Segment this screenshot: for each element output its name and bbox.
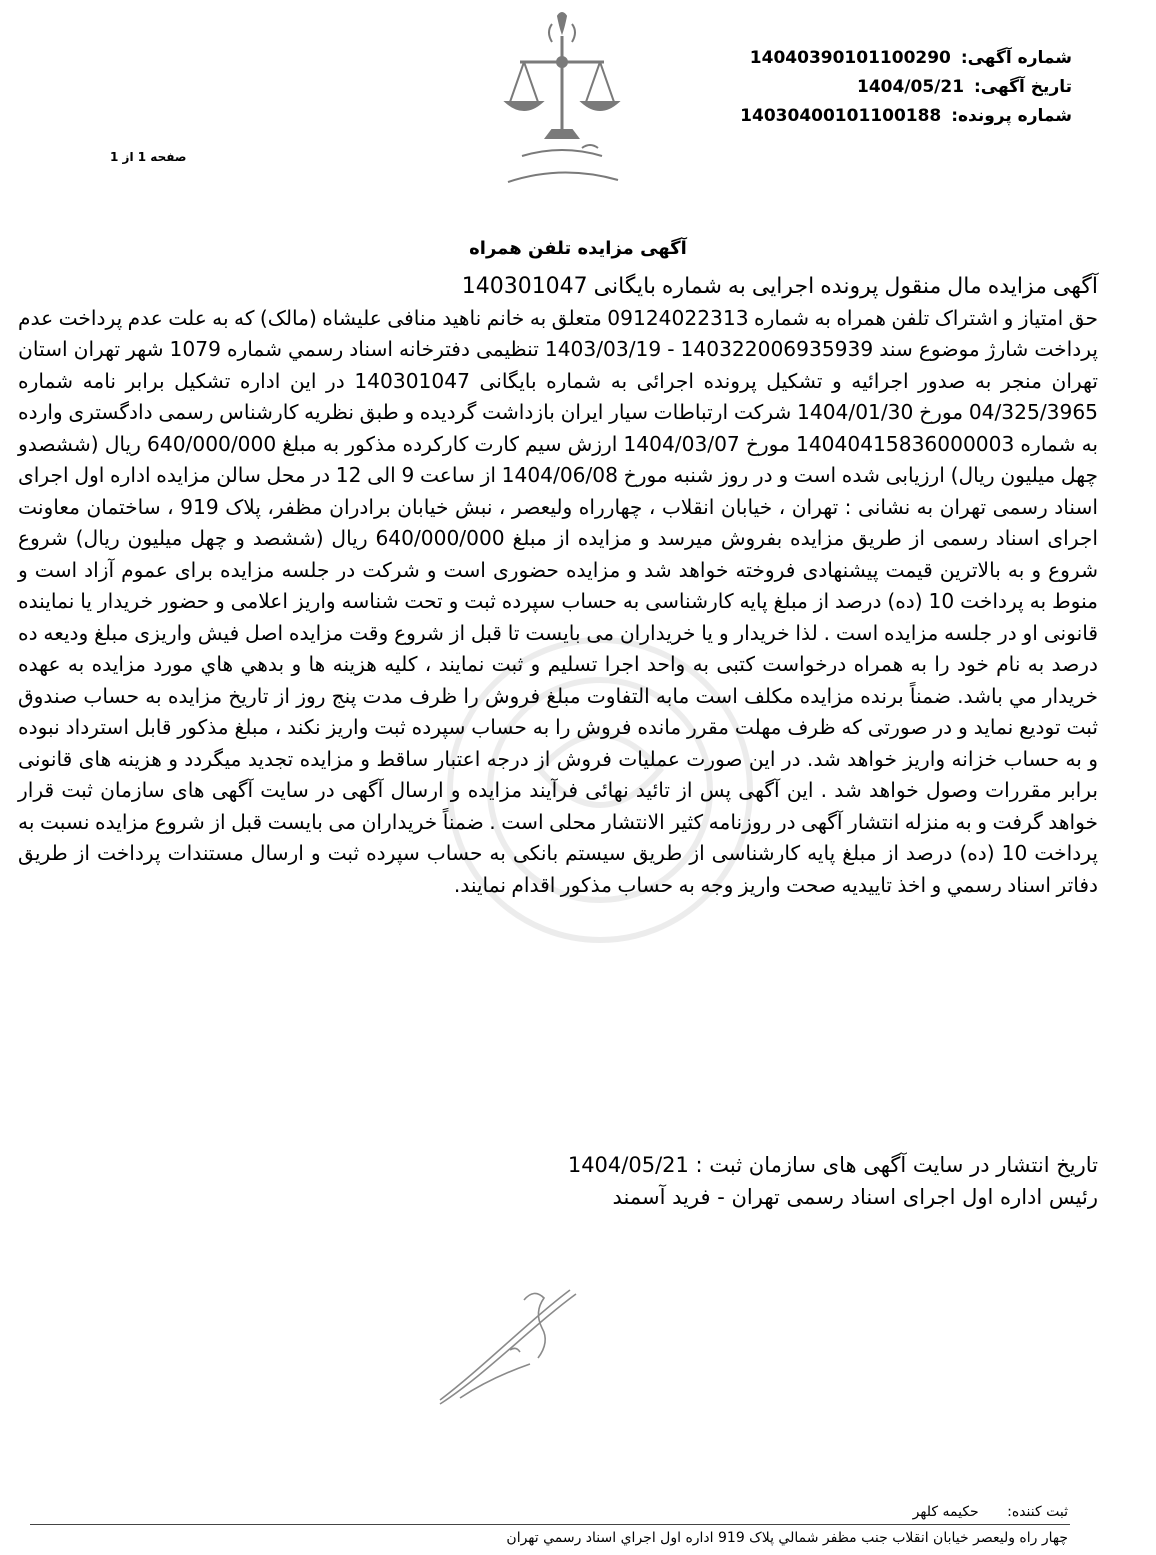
registrar-label: ثبت کننده: [1007, 1504, 1068, 1520]
signature-icon [420, 1280, 600, 1430]
notice-number-label: شماره آگهی: [960, 48, 1072, 68]
file-number: 14030400101100188 [740, 106, 942, 126]
publish-date-line: تاریخ انتشار در سایت آگهی های سازمان ثبت : 1404/05/21 [567, 1153, 1098, 1177]
notice-number: 14040390101100290 [749, 48, 951, 68]
footer-divider [30, 1524, 1070, 1525]
notice-meta [652, 44, 1072, 131]
notice-title: آگهی مزایده تلفن همراه [469, 238, 687, 259]
notice-closing [198, 1149, 1098, 1213]
page-indicator: صفحه 1 از 1 [110, 150, 187, 164]
signatory-line: رئیس اداره اول اجرای اسناد رسمی تهران - فرید آسمند [612, 1185, 1098, 1209]
registrar-name: حکیمه کلهر [912, 1504, 979, 1520]
notice-body [18, 271, 1098, 901]
notice-paragraph: حق امتیاز و اشتراک تلفن همراه به شماره 09124022313 متعلق به خانم ناهید منافی علیشاه (مالک) که به علت عدم پرداخت عدم پرداخت شارژ موضوع سند 140322006935939 - 1403/03/19 تنظیمی دفترخانه اسناد رسمي شماره 1079 شهر تهران استان تهران منجر به صدور اجرائیه و تشکیل پرونده اجرائی به شماره بایگانی 140301047 در این اداره تشکیل برابر نامه شماره 04/325/3965 مورخ 1404/01/30 شرکت ارتباطات سیار ایران بازداشت گردیده و طبق نظریه کارشناس رسمی دادگستری وارده به شماره 14040415836000003 مورخ 1404/03/07 ارزش سیم کارت کارکرده مذکور به مبلغ 640/000/000 ریال (ششصدو چهل میلیون ریال) ارزیابی شده است و در روز شنبه مورخ 1404/06/08 از ساعت 9 الی 12 در محل سالن مزایده اداره اول اجرای اسناد رسمی تهران به نشانی : تهران ، خیابان انقلاب ، چهارراه ولیعصر ، نبش خیابان برادران مظفر، پلاک 919 ، ساختمان معاونت اجرای اسناد رسمی از طریق مزایده بفروش میرسد و مزایده از مبلغ 640/000/000 ریال (ششصد و چهل میلیون ریال) شروع شروع و به بالاترین قیمت پیشنهادی فروخته خواهد شد و مزایده حضوری است و شرکت در جلسه مزایده برای عموم آزاد است و منوط به پرداخت 10 (ده) درصد از مبلغ پایه کارشناسی به حساب سپرده ثبت و تحت شناسه واریز اعلامی و حضور خریدار یا نماینده قانونی او در جلسه مزایده است . لذا خریدار و یا خریداران می بایست تا قبل از شروع وقت مزایده اصل فیش واریزی مبلغ ودیعه ده درصد به نام خود را به همراه درخواست کتبی به واحد اجرا تسلیم و ثبت نمایند ، کلیه هزینه ها و بدهي هاي مورد مزایده به عهده خریدار مي باشد. ضمناً برنده مزایده مکلف است مابه التفاوت مبلغ فروش را ظرف مدت پنج روز از تاریخ مزایده به حساب صندوق ثبت تودیع نماید و در صورتی که ظرف مهلت مقرر مانده فروش را به حساب سپرده ثبت واریز نکند ، مبلغ مذکور قابل استرداد نبوده و به حساب خزانه واریز خواهد شد. در این صورت عملیات فروش از درجه اعتبار ساقط و مزایده تجدید میگردد و هزینه های قانونی برابر مقررات وصول خواهد شد . این آگهی پس از تائید نهائی فرآیند مزایده و ارسال آگهی در سایت آگهی های سازمان ثبت قرار خواهد گرفت و به منزله انتشار آگهی در روزنامه کثیر الانتشار محلی است . ضمناً خریداران می بایست قبل از شروع مزایده نسبت به پرداخت 10 (ده) درصد از مبلغ پایه کارشناسی از طریق سیستم بانکی به حساب سپرده ثبت و ارسال مستندات پرداخت از طریق دفاتر اسناد رسمي و اخذ تاییدیه صحت واریز وجه به حساب مذکور اقدام نمایند. [18, 305, 1099, 897]
notice-date-label: تاریخ آگهی: [973, 77, 1072, 97]
footer-address: چهار راه ولیعصر خیابان انقلاب جنب مظفر شمالي پلاک 919 اداره اول اجراي اسناد رسمي تهران [506, 1530, 1068, 1546]
file-number-row [652, 102, 1072, 131]
notice-date: 1404/05/21 [856, 77, 965, 97]
judiciary-emblem-icon [462, 6, 662, 196]
notice-number-row [652, 44, 1072, 73]
notice-date-row [652, 73, 1072, 102]
file-number-label: شماره پرونده: [951, 106, 1072, 126]
registrar-line [568, 1504, 1068, 1520]
notice-heading-line: آگهی مزایده مال منقول پرونده اجرایی به شماره بایگانی 140301047 [461, 274, 1098, 299]
